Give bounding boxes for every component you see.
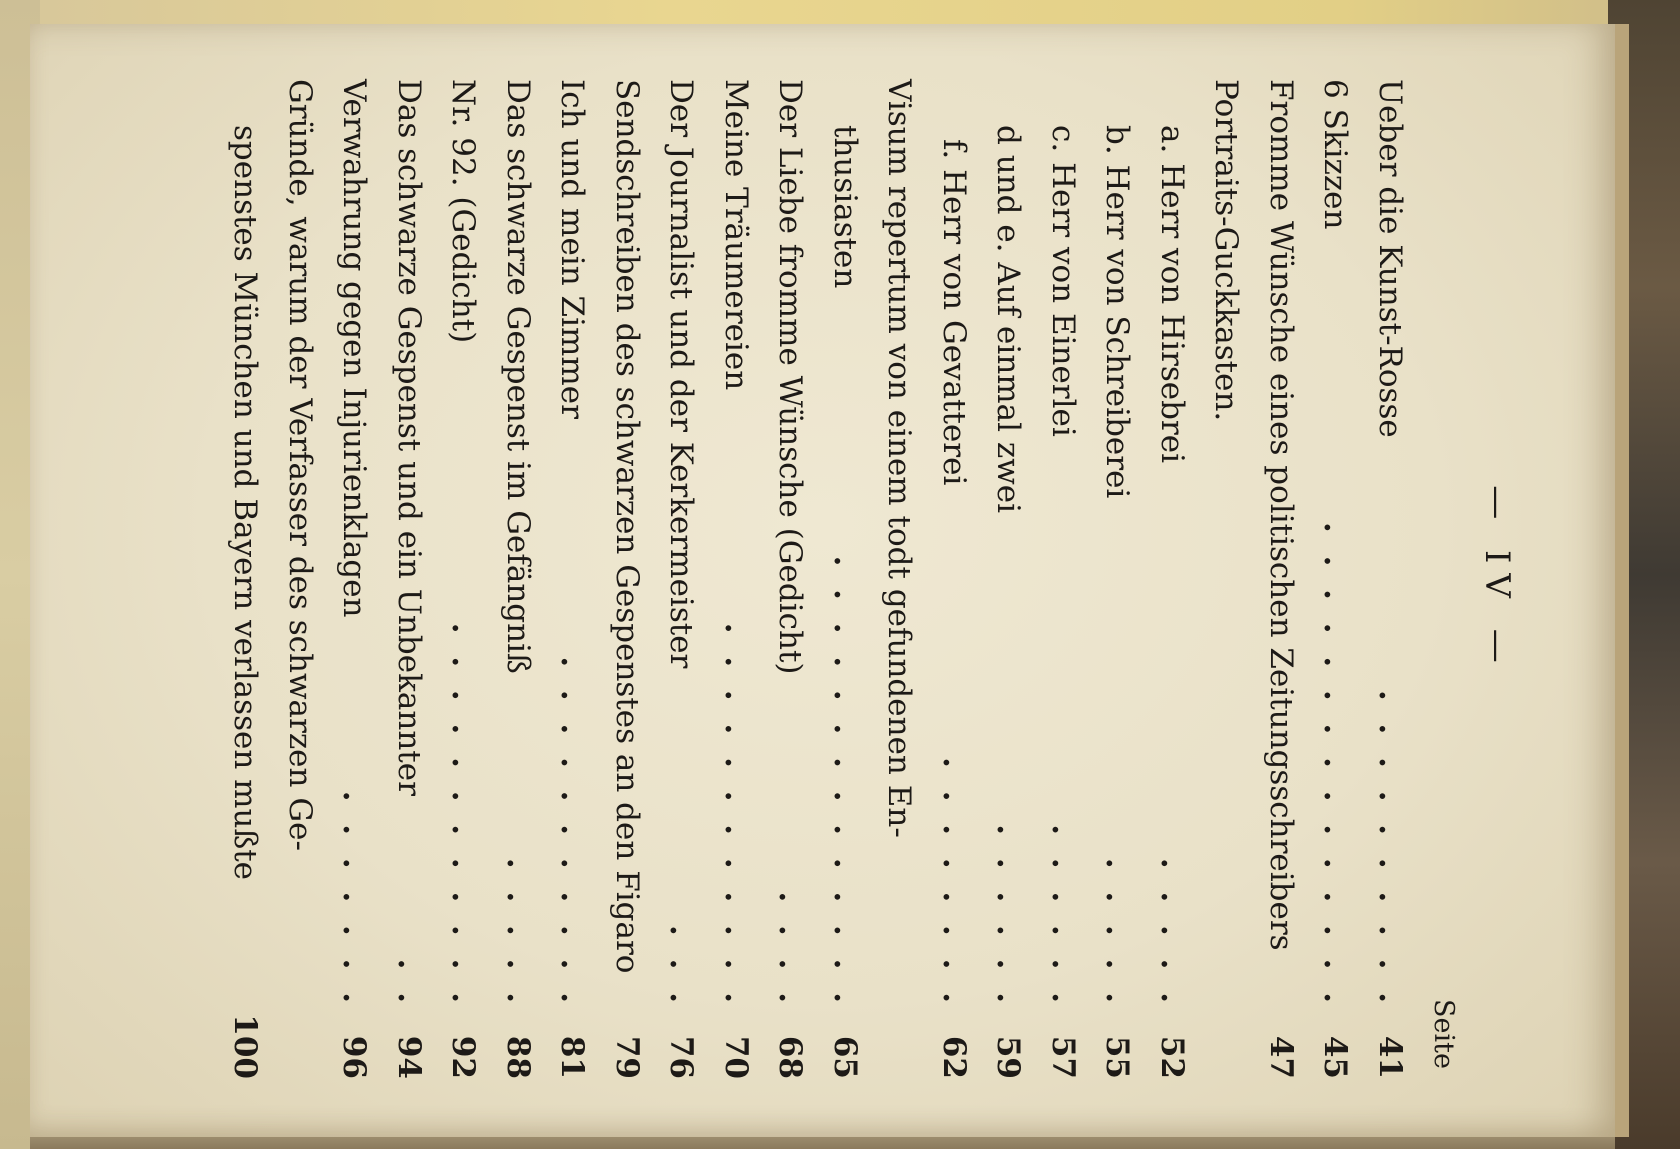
entry-page: 68 <box>772 1035 809 1079</box>
entry-title: Ich und mein Zimmer <box>554 79 591 419</box>
entry-title: Der Journalist und der Kerkermeister <box>663 79 700 669</box>
toc-entry <box>1254 79 1309 1079</box>
leader-dots: . . . . . . <box>990 824 1027 1009</box>
entry-page: 41 <box>1372 1035 1408 1079</box>
leader-dots: . . <box>391 958 427 1009</box>
toc-list <box>218 79 1417 1079</box>
toc-entry <box>327 79 382 1079</box>
toc-entry <box>382 79 437 1079</box>
entry-title: thusiasten <box>827 125 863 289</box>
entry-page: 96 <box>336 1035 373 1079</box>
toc-entry <box>1363 79 1418 1079</box>
entry-title: b. Herr von Schreiberei <box>1099 125 1136 499</box>
leader-dots: . . . . . . <box>1045 824 1081 1009</box>
entry-page: 94 <box>391 1035 427 1079</box>
entry-title: Fromme Wünsche eines politischen Zeitungsschreibers <box>1263 79 1299 951</box>
table-of-contents <box>227 79 1517 1079</box>
entry-page: 62 <box>936 1035 972 1079</box>
entry-page: 45 <box>1317 1035 1354 1079</box>
toc-entry <box>1145 79 1200 1079</box>
entry-page: 92 <box>445 1035 482 1079</box>
leader-dots: . . . . . . . . . . . . <box>445 622 482 1009</box>
toc-entry <box>1308 79 1363 1079</box>
leader-dots: . . . . . . . . . . <box>1372 689 1408 1009</box>
entry-title: Visum repertum von einem todt gefundenen En- <box>881 79 918 838</box>
leader-dots: . . . . . . . . . . . . <box>718 622 754 1009</box>
leader-dots: . . . . . <box>1154 857 1190 1009</box>
toc-entry <box>818 79 873 1079</box>
entry-title: f. Herr von Gevatterei <box>936 139 972 486</box>
leader-dots: . . . . . . . . . . . . . . . <box>1317 522 1354 1009</box>
entry-page: 79 <box>609 1035 645 1079</box>
toc-entry <box>218 79 273 1079</box>
entry-title: Verwahrung gegen Injurienklagen <box>336 79 373 618</box>
toc-entry <box>1199 79 1254 1079</box>
toc-entry <box>709 79 764 1079</box>
entry-title: Meine Träumereien <box>718 79 754 391</box>
toc-entry <box>545 79 600 1079</box>
page-header: — IV — <box>1477 485 1517 673</box>
toc-entry <box>600 79 655 1079</box>
toc-entry <box>1090 79 1145 1079</box>
toc-entry <box>1036 79 1091 1079</box>
entry-title: Der Liebe fromme Wünsche (Gedicht) <box>772 79 809 675</box>
leader-dots: . . . . . <box>1099 857 1136 1009</box>
entry-title: Nr. 92. (Gedicht) <box>445 79 482 344</box>
entry-page: 81 <box>554 1035 591 1079</box>
entry-page: 57 <box>1045 1035 1081 1079</box>
entry-page: 55 <box>1099 1035 1136 1079</box>
entry-page: 47 <box>1263 1035 1299 1079</box>
toc-entry <box>981 79 1036 1079</box>
entry-title: spenstes München und Bayern verlassen mußte <box>227 125 264 881</box>
toc-entry <box>654 79 709 1079</box>
entry-title: Das schwarze Gespenst und ein Unbekannter <box>391 79 427 796</box>
toc-entry <box>872 79 927 1079</box>
toc-entry <box>763 79 818 1079</box>
entry-title: Sendschreiben des schwarzen Gespenstes an den Figaro <box>609 79 645 974</box>
entry-page: 70 <box>718 1035 754 1079</box>
entry-title: Portraits-Guckkasten. <box>1208 79 1245 422</box>
book-page <box>30 24 1629 1137</box>
page-column-label: Seite <box>1428 999 1459 1069</box>
entry-title: Das schwarze Gespenst im Gefängniß <box>500 79 536 674</box>
toc-entry <box>273 79 328 1079</box>
toc-entry <box>436 79 491 1079</box>
entry-title: Ueber die Kunst-Rosse <box>1372 79 1408 438</box>
entry-page: 59 <box>990 1035 1027 1079</box>
leader-dots: . . . . . . . <box>336 790 373 1009</box>
entry-title: a. Herr von Hirsebrei <box>1154 125 1190 464</box>
entry-page: 88 <box>500 1035 536 1079</box>
toc-entry <box>927 79 982 1079</box>
entry-title: 6 Skizzen <box>1317 79 1354 230</box>
leader-dots: . . . . . . . . . . . . . . <box>827 555 863 1009</box>
entry-page: 65 <box>827 1035 863 1079</box>
entry-title: d und e. Auf einmal zwei <box>990 125 1027 514</box>
leader-dots: . . . <box>663 925 700 1009</box>
entry-title: c. Herr von Einerlei <box>1045 125 1081 437</box>
entry-title: Gründe, warum der Verfasser des schwarzen Ge- <box>282 79 318 851</box>
entry-page: 76 <box>663 1035 700 1079</box>
leader-dots: . . . . . <box>500 857 536 1009</box>
entry-page: 52 <box>1154 1035 1190 1079</box>
entry-page: 100 <box>227 1014 264 1079</box>
leader-dots: . . . . . . . . <box>936 757 972 1009</box>
toc-entry <box>491 79 546 1079</box>
leader-dots: . . . . . . . . . . . <box>554 656 591 1009</box>
leader-dots: . . . . <box>772 891 809 1009</box>
